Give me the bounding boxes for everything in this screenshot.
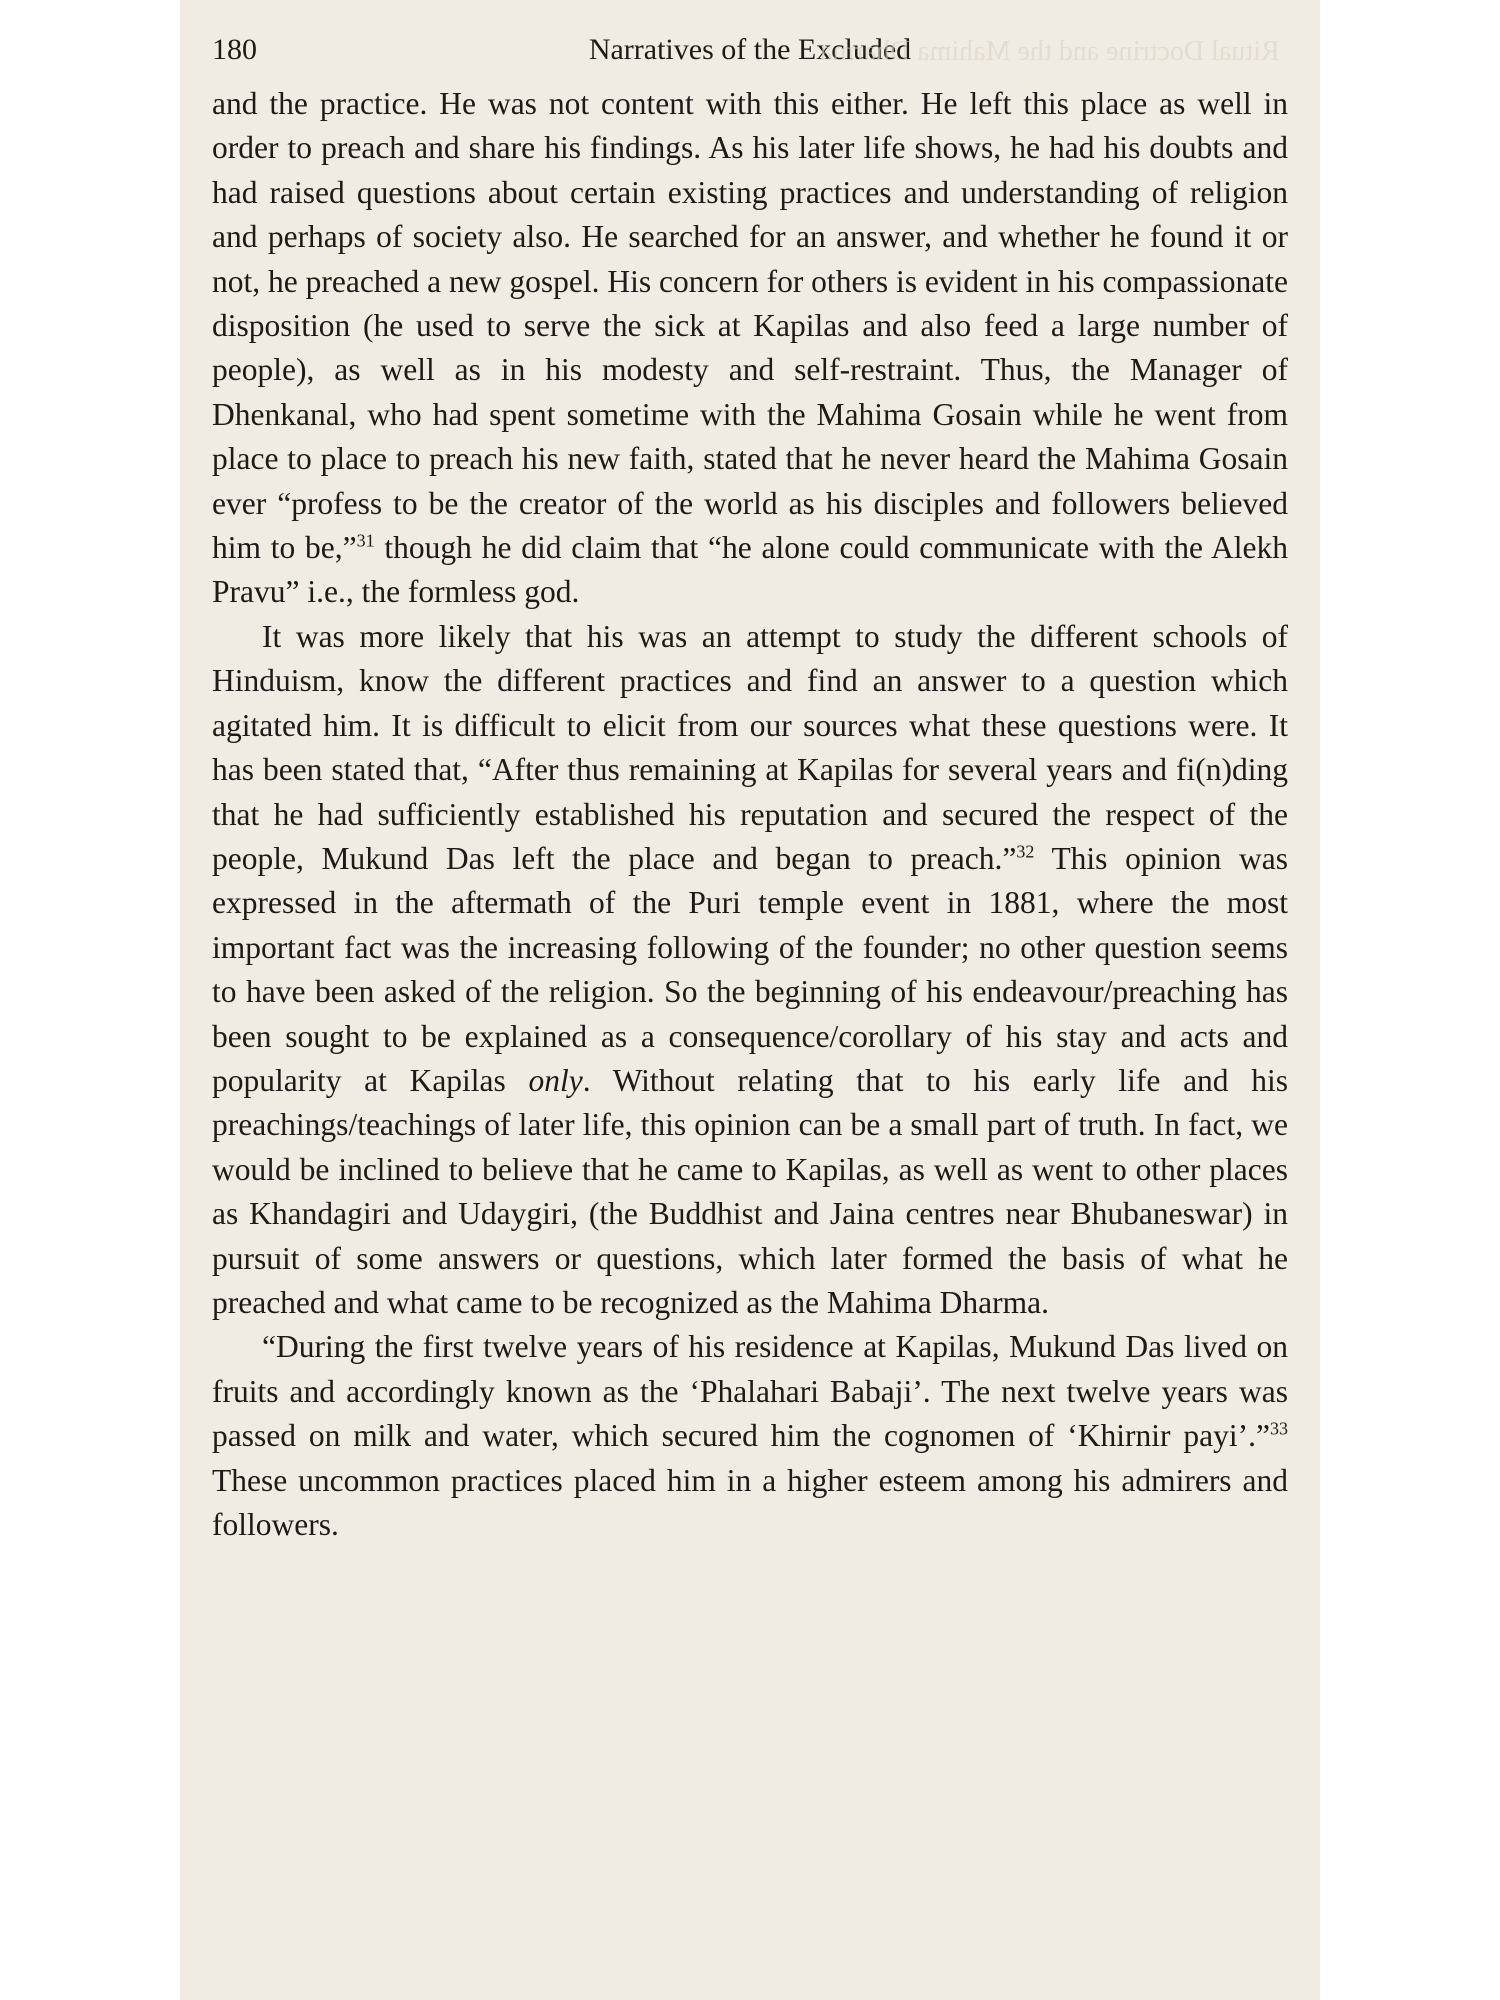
paragraph-text: It was more likely that his was an attempt to study the different schools of Hinduism, know the different practices and find an answer to a question which agitated him. It is difficult to elicit from our sources what these questions were. It has been stated that, “After thus remaining at Kapilas for several years and fi(n)ding that he had sufficiently established his reputation and secured the respect of the people, Mukund Das left the place and began to preach.” [212,618,1288,876]
footnote-marker: 31 [356,530,375,551]
emphasis-text: only [528,1062,583,1098]
paragraph-text: This opinion was expressed in the aftermath of the Puri temple event in 1881, where the most important fact was the increasing following of the founder; no other question seems to have been asked of the religion. So the beginning of his endeavour/preaching has been sought to be explained as a consequence/corollary of his stay and acts and popularity at Kapilas [212,840,1288,1098]
footnote-marker: 32 [1016,841,1035,862]
paragraph-text: “During the first twelve years of his residence at Kapilas, Mukund Das lived on fruits and accordingly known as the ‘Phalahari Babaji’. The next twelve years was passed on milk and water, which secured him the cognomen of ‘Khirnir payi’.” [212,1329,1288,1454]
book-page [180,0,1320,2000]
paragraph [212,82,1288,615]
bleed-through-text: Ritual Doctrine and the Mahima Dharma [820,36,1280,67]
paragraph [212,615,1288,1326]
paragraph-text: though he did claim that “he alone could communicate with the Alekh Pravu” i.e., the formless god. [212,530,1288,610]
paragraph-text: These uncommon practices placed him in a higher esteem among his admirers and followers. [212,1462,1288,1542]
paragraph-text: . Without relating that to his early life and his preachings/teachings of later life, this opinion can be a small part of truth. In fact, we would be inclined to believe that he came to Kapilas, as well as went to other places as Khandagiri and Udaygiri, (the Buddhist and Jaina centres near Bhubaneswar) in pursuit of some answers or questions, which later formed the basis of what he preached and what came to be recognized as the Mahima Dharma. [212,1062,1289,1320]
body-text [212,82,1288,1547]
running-head: Narratives of the Excluded [588,33,912,66]
paragraph [212,1325,1288,1547]
paragraph-text: and the practice. He was not content with this either. He left this place as well in order to preach and share his findings. As his later life shows, he had his doubts and had raised questions about certain existing practices and understanding of religion and perhaps of society also. He searched for an answer, and whether he found it or not, he preached a new gospel. His concern for others is evident in his compassionate disposition (he used to serve the sick at Kapilas and also feed a large number of people), as well as in his modesty and self-restraint. Thus, the Manager of Dhenkanal, who had spent sometime with the Mahima Gosain while he went from place to place to preach his new faith, stated that he never heard the Mahima Gosain ever “profess to be the creator of the world as his disciples and followers believed him to be,” [212,86,1288,566]
page-number: 180 [212,33,257,66]
footnote-marker: 33 [1270,1418,1288,1439]
